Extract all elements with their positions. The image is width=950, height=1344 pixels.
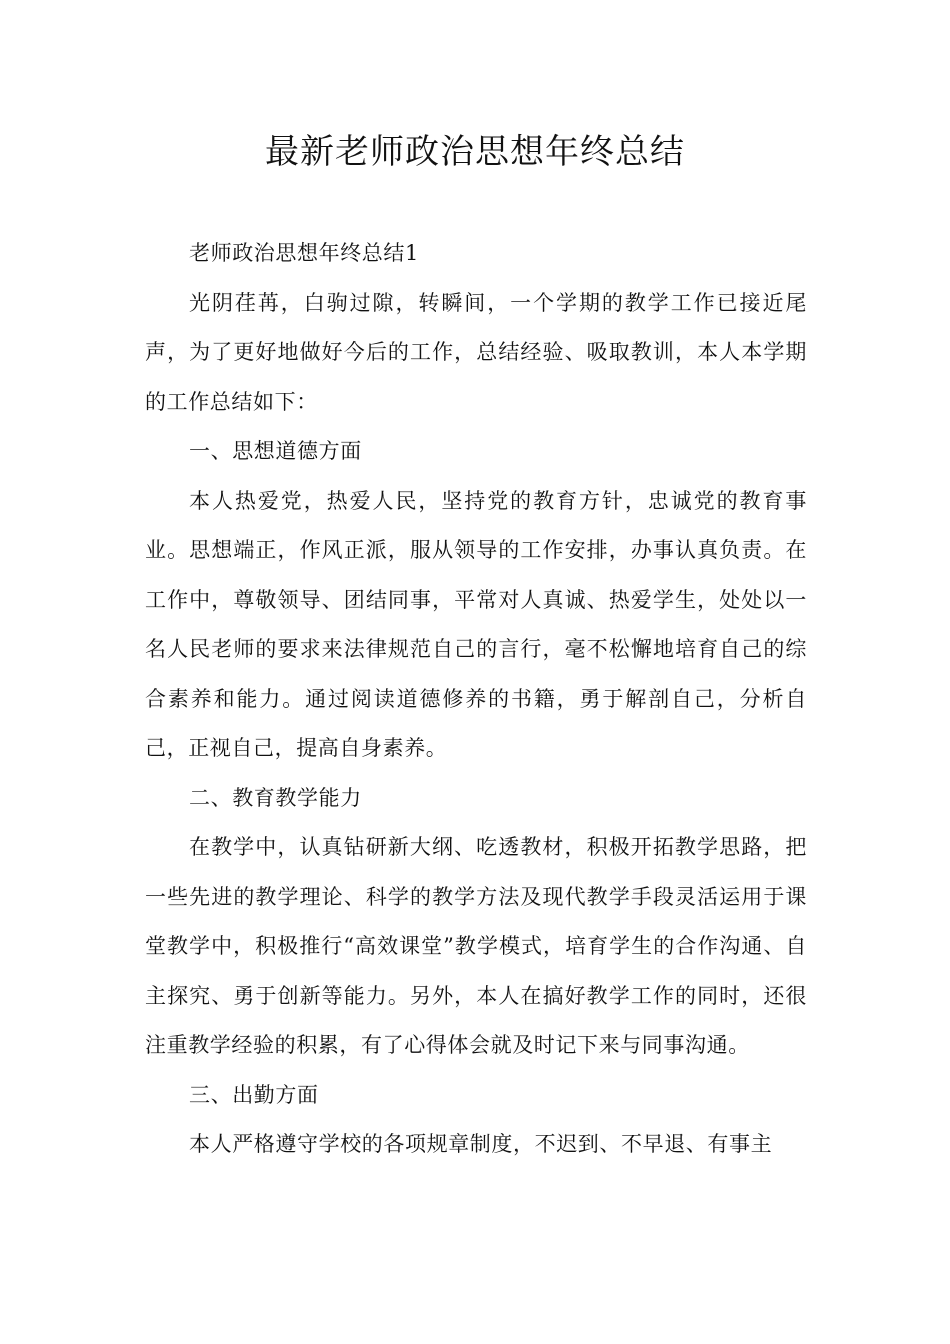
- section-heading-teaching: 二、教育教学能力: [189, 785, 362, 810]
- intro-paragraph: 光阴荏苒，白驹过隙，转瞬间，一个学期的教学工作已接近尾声，为了更好地做好今后的工作，总结经验、吸取教训，本人本学期的工作总结如下：: [145, 290, 807, 414]
- teaching-paragraph: 在教学中，认真钻研新大纲、吃透教材，积极开拓教学思路，把一些先进的教学理论、科学的教学方法及现代教学手段灵活运用于课堂教学中，积极推行“高效课堂”教学模式，培育学生的合作沟通、自主探究、勇于创新等能力。另外，本人在搞好教学工作的同时，还很注重教学经验的积累，有了心得体会就及时记下来与同事沟通。: [145, 835, 807, 1057]
- moral-paragraph: 本人热爱党，热爱人民，坚持党的教育方针，忠诚党的教育事业。思想端正，作风正派，服从领导的工作安排，办事认真负责。在工作中，尊敬领导、团结同事，平常对人真诚、热爱学生，处处以一名人民老师的要求来法律规范自己的言行，毫不松懈地培育自己的综合素养和能力。通过阅读道德修养的书籍，勇于解剖自己，分析自己，正视自己，提高自身素养。: [145, 488, 807, 760]
- attendance-paragraph: 本人严格遵守学校的各项规章制度，不迟到、不早退、有事主: [189, 1132, 773, 1156]
- section-heading-attendance: 三、出勤方面: [189, 1082, 319, 1107]
- document-body: [145, 229, 807, 1170]
- document-title: 最新老师政治思想年终总结: [265, 132, 685, 172]
- subtitle-paragraph: 老师政治思想年终总结1: [189, 241, 419, 265]
- section-heading-moral: 一、思想道德方面: [189, 439, 362, 463]
